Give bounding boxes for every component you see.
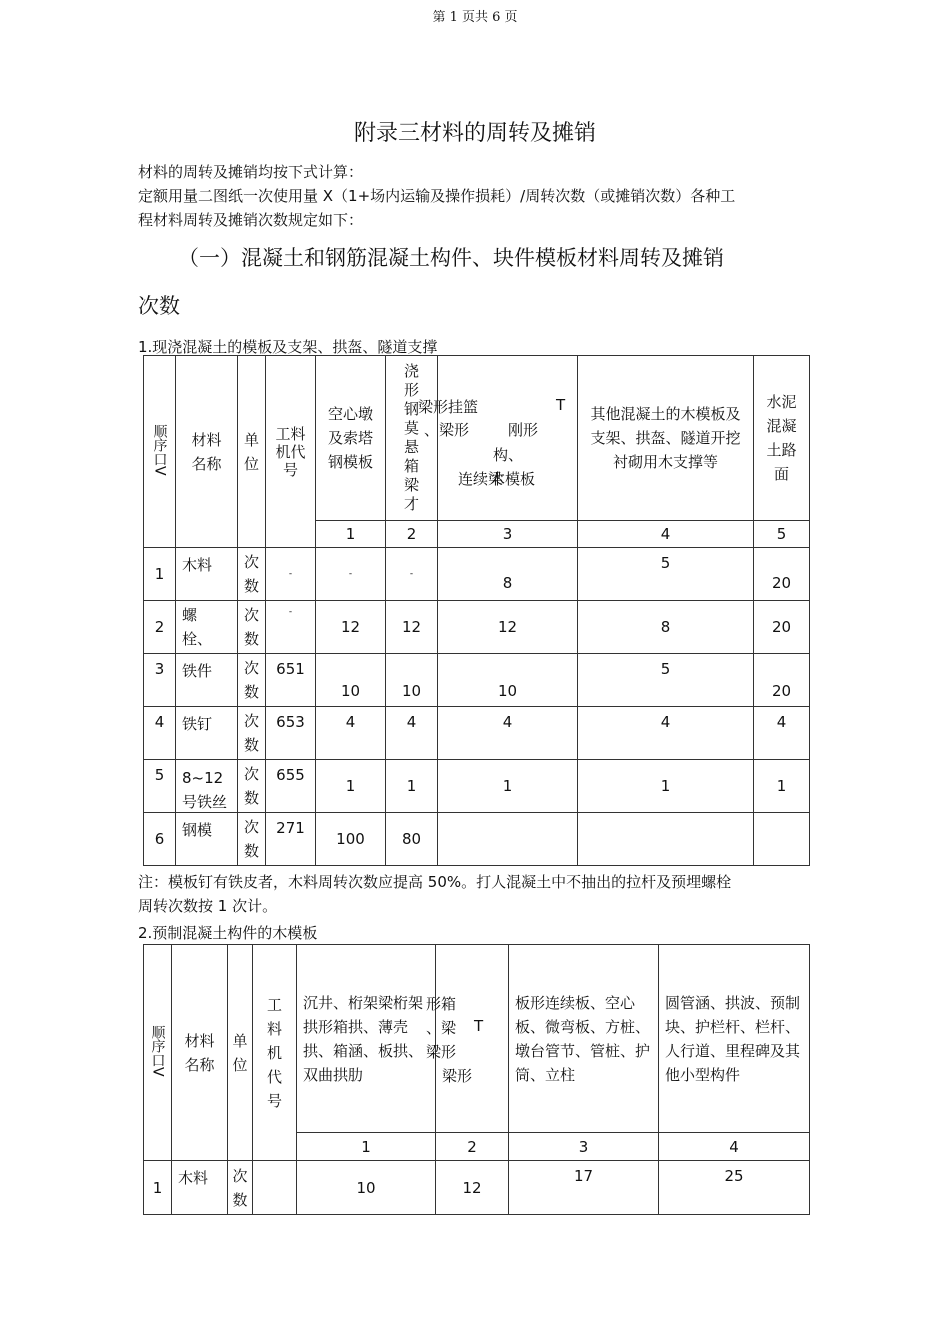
t1-r4-v3: 4	[438, 707, 578, 760]
t1-r6-v1: 100	[316, 813, 386, 866]
t1-r2-unit: 次数	[243, 606, 259, 648]
t1-r1-v4: 5	[578, 548, 754, 601]
t1-r5-v3: 1	[438, 760, 578, 813]
t1-r4-seq: 4	[144, 707, 176, 760]
t1-header-unit: 单位	[238, 356, 266, 548]
t1-header-c5: 水泥混凝土路面	[754, 356, 810, 521]
t1-r1-v2: -	[386, 548, 438, 601]
table-row	[144, 760, 810, 813]
t1-c3-g: 木模板	[490, 470, 536, 488]
t1-c3-b: T	[556, 396, 566, 414]
table-row	[144, 654, 810, 707]
page-number: 第 1 页共 6 页	[432, 10, 518, 25]
t1-header-code: 工料机代号	[266, 356, 316, 548]
t2-r1-code	[253, 1161, 297, 1215]
t2-c2-b: 、梁	[426, 1019, 457, 1037]
t2-r1-name: 木料	[172, 1161, 228, 1215]
t1-c3-c: 、梁形	[424, 421, 470, 439]
t2-c2-e: 梁形	[442, 1067, 473, 1085]
t1-r4-unit: 次数	[243, 712, 259, 754]
t2-r1-v1: 10	[297, 1161, 436, 1215]
t2-c2-a: 形箱	[426, 995, 457, 1013]
t1-r6-name: 钢模	[176, 813, 238, 866]
page-title: 附录三材料的周转及摊销	[353, 121, 596, 146]
t2-header-c3: 板形连续板、空心板、微弯板、方桩、墩台管节、管桩、护筒、立柱	[509, 945, 659, 1133]
t1-r3-v4: 5	[578, 654, 754, 707]
table1	[143, 355, 810, 866]
t1-r2-v1: 12	[316, 601, 386, 654]
t1-r3-seq: 3	[144, 654, 176, 707]
table-row	[144, 707, 810, 760]
t2-c2-c: T	[474, 1017, 484, 1035]
t2-colnum-1: 1	[297, 1133, 436, 1161]
t1-r4-v5: 4	[754, 707, 810, 760]
t1-r6-v4	[578, 813, 754, 866]
t2-r1-v4: 25	[659, 1161, 810, 1215]
t1-colnum-1: 1	[316, 521, 386, 548]
t1-header-c4: 其他混凝土的木模板及支架、拱盔、隧道开挖衬砌用木支撑等	[578, 356, 754, 521]
t1-r4-code: 653	[266, 707, 316, 760]
t1-r6-v2: 80	[386, 813, 438, 866]
t1-r4-v2: 4	[386, 707, 438, 760]
intro-line-2: 定额用量二图纸一次使用量 X（1+场内运输及操作损耗）/周转次数（或摊销次数）各种工	[138, 187, 736, 205]
t1-r3-unit: 次数	[243, 659, 259, 701]
t2-r1-v2: 12	[436, 1161, 509, 1215]
t1-header-name: 材料名称	[176, 356, 238, 548]
t1-c3-f: 连续梁	[458, 470, 504, 488]
t1-colnum-2: 2	[386, 521, 438, 548]
t1-r2-seq: 2	[144, 601, 176, 654]
t1-header-seq: 顺序口V	[144, 356, 176, 548]
t2-c2-d: 梁形	[426, 1043, 457, 1061]
t1-r1-seq: 1	[144, 548, 176, 601]
t1-r1-name: 木料	[176, 548, 238, 601]
t1-r3-v5: 20	[754, 654, 810, 707]
t1-c3-a: 梁形挂篮	[418, 398, 479, 416]
intro-line-3: 程材料周转及摊销次数规定如下：	[138, 211, 364, 229]
t1-r6-unit: 次数	[243, 818, 259, 860]
t2-header-name: 材料名称	[172, 945, 228, 1161]
table1-caption: 1.现浇混凝土的模板及支架、拱盔、隧道支撑	[138, 338, 438, 356]
table-row	[144, 813, 810, 866]
table2	[143, 944, 810, 1215]
table1-note-line-2: 周转次数按 1 次计。	[138, 897, 278, 915]
t1-r4-name: 铁钉	[176, 707, 238, 760]
intro-line-1: 材料的周转及摊销均按下式计算：	[138, 163, 364, 181]
t1-r3-v1: 10	[316, 654, 386, 707]
t1-r5-name: 8~12号铁丝	[182, 769, 228, 811]
t2-colnum-4: 4	[659, 1133, 810, 1161]
t1-c3-e: 构、	[493, 446, 524, 464]
t1-r2-name: 螺栓、	[182, 606, 213, 648]
t1-r2-code: -	[266, 601, 316, 654]
t2-header-seq: 顺序口V	[144, 945, 172, 1161]
t1-r2-v5: 20	[754, 601, 810, 654]
t1-r3-code: 651	[266, 654, 316, 707]
t1-r4-v4: 4	[578, 707, 754, 760]
t1-header-c2: 浇形钢莫悬箱梁才	[386, 356, 438, 521]
t1-colnum-5: 5	[754, 521, 810, 548]
t2-header-unit: 单位	[228, 945, 253, 1161]
t2-r1-unit: 次数	[232, 1166, 248, 1209]
t1-r2-v3: 12	[438, 601, 578, 654]
t1-header-c1: 空心墩及索塔钢模板	[316, 356, 386, 521]
t1-r5-v4: 1	[578, 760, 754, 813]
section-heading-line-2: 次数	[138, 294, 180, 318]
t1-r6-v3	[438, 813, 578, 866]
t1-r4-v1: 4	[316, 707, 386, 760]
t1-r3-name: 铁件	[176, 654, 238, 707]
t1-r1-code: -	[266, 548, 316, 601]
t1-r3-v2: 10	[386, 654, 438, 707]
t1-r5-code: 655	[266, 760, 316, 813]
t2-header-code: 工料机代号	[253, 945, 297, 1161]
t1-r5-v5: 1	[754, 760, 810, 813]
t1-r5-seq: 5	[144, 760, 176, 813]
t1-r6-code: 271	[266, 813, 316, 866]
t2-colnum-2: 2	[436, 1133, 509, 1161]
t2-header-c1: 沉井、桁架梁桁架拱形箱拱、薄壳拱、箱涵、板拱、双曲拱肋	[297, 945, 436, 1133]
t2-header-c2	[426, 945, 509, 1133]
section-heading-line-1: （一）混凝土和钢筋混凝土构件、块件模板材料周转及摊销	[178, 246, 724, 270]
table1-note-line-1: 注：模板钉有铁皮者，木料周转次数应提高 50%。打人混凝土中不抽出的拉杆及预埋螺栓	[138, 873, 732, 891]
t1-r2-v4: 8	[578, 601, 754, 654]
table-row	[144, 1161, 810, 1215]
t1-header-c3	[418, 356, 578, 521]
t1-r2-v2: 12	[386, 601, 438, 654]
t1-r5-v2: 1	[386, 760, 438, 813]
t1-r1-v3: 8	[438, 548, 578, 601]
t2-colnum-3: 3	[509, 1133, 659, 1161]
t1-r5-v1: 1	[316, 760, 386, 813]
t1-r1-v1: -	[316, 548, 386, 601]
t1-r5-unit: 次数	[243, 765, 259, 807]
table-row	[144, 601, 810, 654]
t1-colnum-4: 4	[578, 521, 754, 548]
t1-r6-v5	[754, 813, 810, 866]
t1-r3-v3: 10	[438, 654, 578, 707]
t1-r6-seq: 6	[144, 813, 176, 866]
t1-colnum-3: 3	[438, 521, 578, 548]
table2-caption: 2.预制混凝土构件的木模板	[138, 924, 318, 942]
t1-r1-v5: 20	[754, 548, 810, 601]
table-row	[144, 548, 810, 601]
t2-header-c4: 圆管涵、拱波、预制块、护栏杆、栏杆、人行道、里程碑及其他小型构件	[659, 945, 810, 1133]
t2-r1-seq: 1	[144, 1161, 172, 1215]
t2-r1-v3: 17	[509, 1161, 659, 1215]
t1-c3-d: 刚形	[508, 421, 539, 439]
t1-r1-unit: 次数	[243, 553, 259, 595]
